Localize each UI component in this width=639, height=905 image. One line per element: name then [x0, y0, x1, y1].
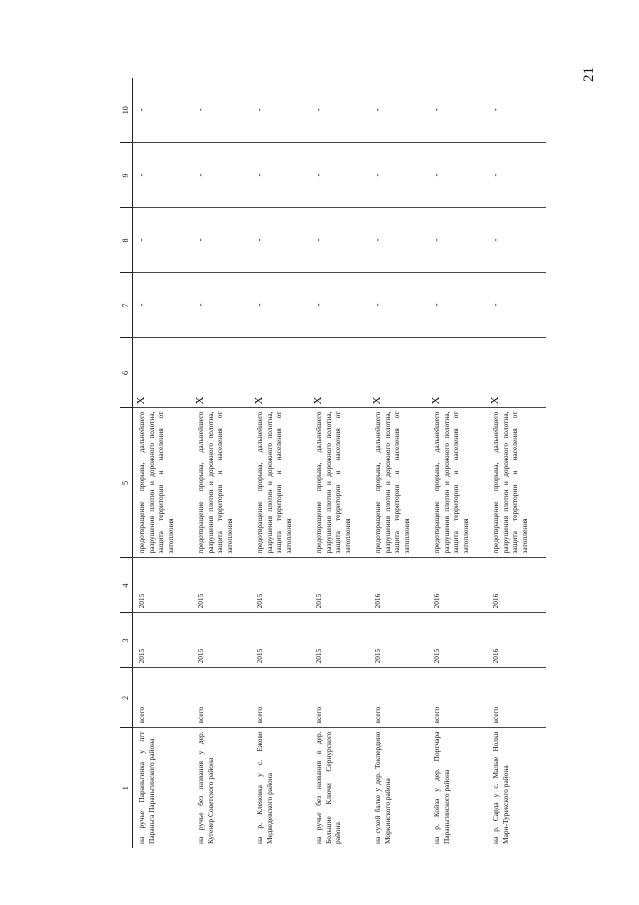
- x-mark: X: [310, 338, 369, 408]
- x-mark: X: [369, 338, 428, 408]
- value-col-8: -: [192, 208, 251, 273]
- value-col-10: -: [251, 78, 310, 143]
- header-col-1: 1: [120, 728, 133, 848]
- value-col-7: -: [251, 273, 310, 338]
- expected-result: предотвращение прорыва, дальнейшего разрушения плотин и дорожного полотна, защита территории и населения от затопления: [428, 408, 487, 558]
- value-col-10: -: [310, 78, 369, 143]
- object-name: на сухой балке у дер. Токпердино Моркинского района: [373, 731, 392, 844]
- header-col-2: 2: [120, 668, 133, 728]
- value-col-10: -: [369, 78, 428, 143]
- start-year: 2015: [192, 613, 251, 668]
- value-col-7: -: [310, 273, 369, 338]
- header-col-4: 4: [120, 558, 133, 613]
- value-col-9: -: [487, 143, 546, 208]
- value-col-8: -: [133, 208, 193, 273]
- header-col-6: 6: [120, 338, 133, 408]
- funding-type: всего: [251, 668, 310, 728]
- object-name: на р. Койза у дер. Портчара Параньгинского района: [432, 731, 451, 844]
- value-col-7: -: [192, 273, 251, 338]
- value-col-7: -: [428, 273, 487, 338]
- value-col-9: -: [310, 143, 369, 208]
- rotated-table-container: [120, 78, 639, 848]
- expected-result: предотвращение прорыва, дальнейшего разрушения плотин и дорожного полотна, защита территории и населения от затопления: [310, 408, 369, 558]
- value-col-10: -: [428, 78, 487, 143]
- value-col-7: -: [487, 273, 546, 338]
- expected-result: предотвращение прорыва, дальнейшего разрушения плотин и дорожного полотна, защита территории и населения от затопления: [192, 408, 251, 558]
- x-mark: X: [133, 338, 193, 408]
- table-row: [192, 78, 251, 848]
- table-row: [133, 78, 193, 848]
- value-col-10: -: [487, 78, 546, 143]
- value-col-9: -: [192, 143, 251, 208]
- table-row: [251, 78, 310, 848]
- end-year: 2016: [487, 558, 546, 613]
- object-name: на ручье без названия у дер. Кугенер Советского района: [196, 731, 215, 844]
- page-number: 21: [581, 67, 597, 82]
- header-row: [120, 78, 133, 848]
- measures-table: [120, 78, 546, 848]
- value-col-8: -: [310, 208, 369, 273]
- funding-type: всего: [487, 668, 546, 728]
- end-year: 2015: [310, 558, 369, 613]
- end-year: 2015: [192, 558, 251, 613]
- header-col-5: 5: [120, 408, 133, 558]
- header-col-8: 8: [120, 208, 133, 273]
- value-col-7: -: [133, 273, 193, 338]
- start-year: 2015: [369, 613, 428, 668]
- funding-type: всего: [133, 668, 193, 728]
- x-mark: X: [192, 338, 251, 408]
- start-year: 2015: [251, 613, 310, 668]
- start-year: 2015: [428, 613, 487, 668]
- header-col-9: 9: [120, 143, 133, 208]
- table-row: [369, 78, 428, 848]
- end-year: 2016: [428, 558, 487, 613]
- value-col-9: -: [251, 143, 310, 208]
- table-row: [487, 78, 546, 848]
- table-row: [310, 78, 369, 848]
- x-mark: X: [251, 338, 310, 408]
- object-name: на ручье без названия в дер. Большие Ключи Сернурского района: [314, 731, 342, 844]
- expected-result: предотвращение прорыва, дальнейшего разрушения плотин и дорожного полотна, защита территории и населения от затопления: [133, 408, 193, 558]
- start-year: 2016: [487, 613, 546, 668]
- value-col-10: -: [133, 78, 193, 143]
- value-col-10: -: [192, 78, 251, 143]
- end-year: 2015: [251, 558, 310, 613]
- funding-type: всего: [369, 668, 428, 728]
- value-col-7: -: [369, 273, 428, 338]
- header-col-7: 7: [120, 273, 133, 338]
- start-year: 2015: [133, 613, 193, 668]
- expected-result: предотвращение прорыва, дальнейшего разрушения плотин и дорожного полотна, защита территории и населения от затопления: [487, 408, 546, 558]
- end-year: 2016: [369, 558, 428, 613]
- start-year: 2015: [310, 613, 369, 668]
- funding-type: всего: [428, 668, 487, 728]
- value-col-9: -: [133, 143, 193, 208]
- header-col-3: 3: [120, 613, 133, 668]
- x-mark: X: [428, 338, 487, 408]
- value-col-9: -: [428, 143, 487, 208]
- object-name: на р. Кленовка у с. Ежово Медведевского района: [255, 731, 274, 844]
- funding-type: всего: [310, 668, 369, 728]
- funding-type: всего: [192, 668, 251, 728]
- object-name: на ручье Параньгинка у пгт Параньга Параньгинского района: [137, 731, 156, 844]
- value-col-8: -: [428, 208, 487, 273]
- x-mark: X: [487, 338, 546, 408]
- table-row: [428, 78, 487, 848]
- expected-result: предотвращение прорыва, дальнейшего разрушения плотин и дорожного полотна, защита территории и населения от затопления: [251, 408, 310, 558]
- expected-result: предотвращение прорыва, дальнейшего разрушения плотин и дорожного полотна, защита территории и населения от затопления: [369, 408, 428, 558]
- value-col-8: -: [251, 208, 310, 273]
- header-col-10: 10: [120, 78, 133, 143]
- value-col-9: -: [369, 143, 428, 208]
- end-year: 2015: [133, 558, 193, 613]
- object-name: на р. Сарда у с. Малые Нолки Мари-Турекского района: [491, 731, 510, 844]
- value-col-8: -: [487, 208, 546, 273]
- value-col-8: -: [369, 208, 428, 273]
